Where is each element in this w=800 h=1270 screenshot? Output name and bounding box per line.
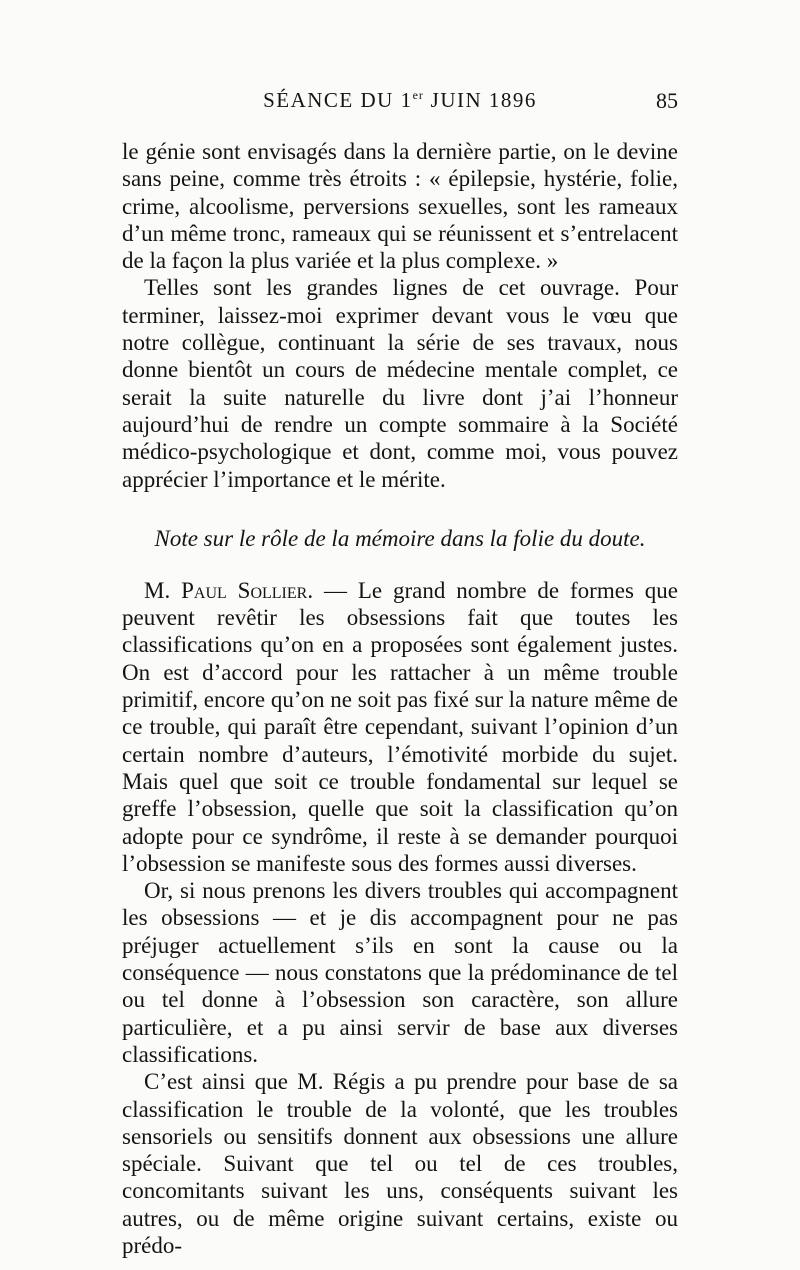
paragraph-sollier-text: — Le grand nombre de formes que peuvent revêtir les obsessions fait que toutes les classifications qu’on en a proposées sont également justes. On est d’accord pour les rattacher à un même trouble primitif, encore qu’on ne soit pas fixé sur la nature même de ce trouble, qui paraît être cependant, suivant l’opinion d’un certain nombre d’auteurs, l’émotivité morbide du sujet. Mais quel que soit ce trouble fondamental sur lequel se greffe l’obsession, quelle que soit la classification qu’on adopte pour ce syndrôme, il reste à se demander pourquoi l’obsession se manifeste sous des formes aussi diverses. (122, 577, 678, 876)
page-body (122, 138, 678, 1259)
paragraph-troubles: Or, si nous prenons les divers troubles qui accompagnent les obsessions — et je dis accompagnent pour ne pas préjuger actuellement s’ils en sont la cause ou la conséquence — nous constatons que la prédominance de tel ou tel donne à l’obsession son caractère, son allure particulière, et a pu ainsi servir de base aux diverses classifications. (122, 878, 678, 1067)
running-head-suffix: JUIN 1896 (423, 88, 537, 112)
page-header (122, 88, 678, 128)
speaker-name: M. Paul Sollier. (144, 577, 314, 603)
paragraph-continued: le génie sont envisagés dans la dernière partie, on le devine sans peine, comme très étroits : « épilepsie, hystérie, folie, crime, alcoolisme, perversions sexuelles, sont les rameaux d’un même tronc, rameaux qui se réunissent et s’entrelacent de la façon la plus variée et la plus complexe. » (122, 139, 678, 274)
page-number: 85 (656, 88, 678, 113)
running-head-superscript: er (412, 88, 424, 102)
section-title: Note sur le rôle de la mémoire dans la folie du doute. (154, 525, 646, 551)
running-head-prefix: SÉANCE DU 1 (263, 88, 413, 112)
paragraph-conclusion: Telles sont les grandes lignes de cet ouvrage. Pour terminer, laissez-moi exprimer devant vous le vœu que notre collègue, continuant la série de ses travaux, nous donne bientôt un cours de médecine mentale complet, ce serait la suite naturelle du livre dont j’ai l’honneur aujourd’hui de rendre un compte sommaire à la Société médico-psychologique et dont, comme moi, vous pouvez apprécier l’importance et le mérite. (122, 275, 678, 492)
running-head (122, 88, 678, 113)
paragraph-sollier-opening (122, 577, 678, 877)
paragraph-regis: C’est ainsi que M. Régis a pu prendre pour base de sa classification le trouble de la volonté, que les troubles sensoriels ou sensitifs donnent aux obsessions une allure spéciale. Suivant que tel ou tel de ces troubles, concomitants suivant les uns, conséquents suivant les autres, ou de même origine suivant certains, existe ou prédo- (122, 1069, 678, 1258)
